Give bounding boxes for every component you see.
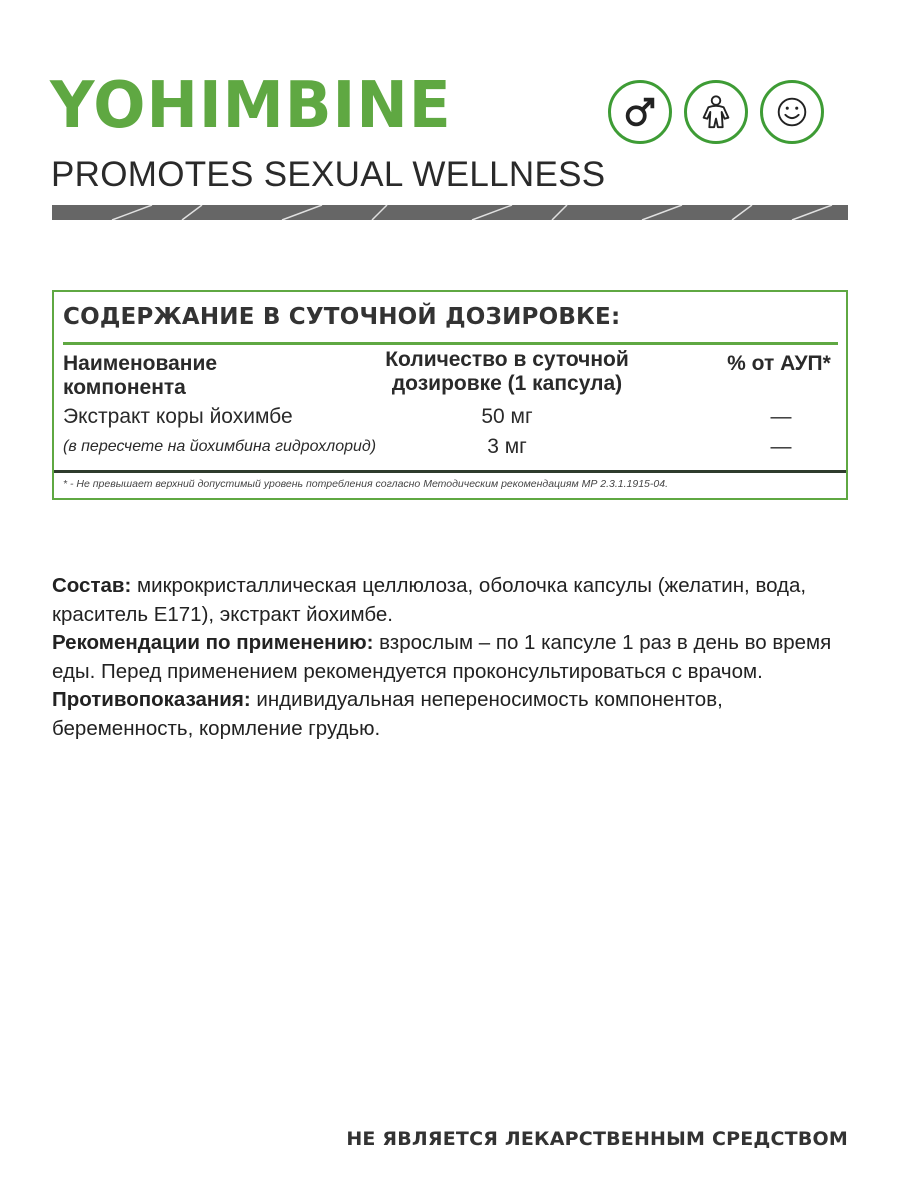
table-row-amount: 50 мг — [481, 405, 533, 428]
table-row-amount: 3 мг — [487, 435, 527, 458]
contraindications-text: индивидуальная непереносимость компонентов, беременность, кормление грудью. — [52, 688, 723, 740]
contraindications-label: Противопоказания: — [52, 688, 251, 711]
column-header-percent: % от АУП* — [727, 352, 831, 375]
product-subtitle: PROMOTES SEXUAL WELLNESS — [51, 155, 606, 194]
panel-title: СОДЕРЖАНИЕ В СУТОЧНОЙ ДОЗИРОВКЕ: — [63, 304, 621, 330]
table-row-percent: — — [770, 405, 792, 428]
contraindications-paragraph — [52, 686, 852, 743]
table-row-name: (в пересчете на йохимбина гидрохлорид) — [63, 438, 377, 455]
decorative-stripe — [52, 205, 848, 220]
composition-text: микрокристаллическая целлюлоза, оболочка капсулы (желатин, вода, краситель Е171), экстракт йохимбе. — [52, 574, 807, 626]
footnote: * - Не превышает верхний допустимый уровень потребления согласно Методическим рекомендациям МР 2.3.1.1915-04. — [63, 478, 668, 490]
product-title: YOHIMBINE — [50, 69, 452, 143]
feature-icons — [608, 80, 824, 144]
person-figure-icon — [684, 80, 748, 144]
disclaimer-note: НЕ ЯВЛЯЕТСЯ ЛЕКАРСТВЕННЫМ СРЕДСТВОМ — [346, 1128, 848, 1150]
footnote-divider — [54, 470, 846, 473]
male-symbol-icon — [608, 80, 672, 144]
usage-label: Рекомендации по применению: — [52, 631, 374, 654]
panel-divider — [63, 342, 838, 345]
daily-dose-panel — [52, 290, 848, 500]
table-row-name: Экстракт коры йохимбе — [63, 405, 293, 428]
composition-paragraph — [52, 572, 852, 629]
smiley-face-icon — [760, 80, 824, 144]
composition-label: Состав: — [52, 574, 132, 597]
table-row-percent: — — [770, 435, 792, 458]
column-header-amount: Количество в суточной дозировке (1 капсула) — [385, 348, 629, 395]
column-header-name: Наименование компонента — [63, 352, 218, 399]
usage-paragraph — [52, 629, 852, 686]
usage-text: взрослым – по 1 капсуле 1 раз в день во время еды. Перед применением рекомендуется проконсультироваться с врачом. — [52, 631, 832, 683]
product-description — [52, 572, 852, 743]
